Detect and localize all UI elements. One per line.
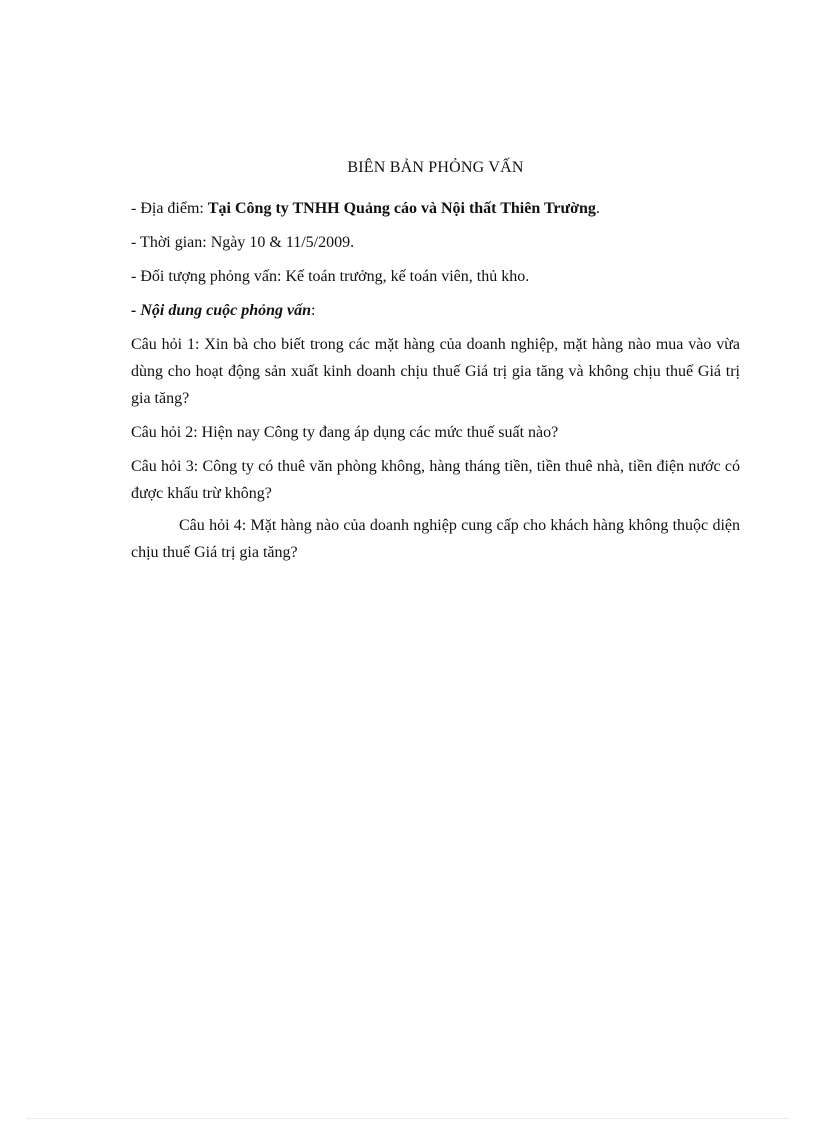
content-heading-suffix: : (311, 302, 316, 319)
question-4: Câu hỏi 4: Mặt hàng nào của doanh nghiệp cung cấp cho khách hàng không thuộc diện chịu thuế Giá trị gia tăng? (131, 517, 740, 561)
time-line: - Thời gian: Ngày 10 & 11/5/2009. (131, 234, 355, 251)
question-3: Câu hỏi 3: Công ty có thuê văn phòng không, hàng tháng tiền, tiền thuê nhà, tiền điện nước có được khấu trừ không? (131, 458, 740, 502)
document-title: BIÊN BẢN PHỎNG VẤN (347, 159, 524, 176)
location-label: - Địa điểm: (131, 200, 208, 217)
question-1: Câu hỏi 1: Xin bà cho biết trong các mặt hàng của doanh nghiệp, mặt hàng nào mua vào vừa dùng cho hoạt động sản xuất kinh doanh chịu thuế Giá trị gia tăng và không chịu thuế Giá trị gia tăng? (131, 336, 740, 407)
content-heading-label: - Nội dung cuộc phỏng vấn (131, 302, 312, 319)
page-bottom-divider (27, 1118, 789, 1119)
location-value: Tại Công ty TNHH Quảng cáo và Nội thất Thiên Trường (207, 200, 596, 217)
question-2: Câu hỏi 2: Hiện nay Công ty đang áp dụng các mức thuế suất nào? (131, 424, 559, 441)
subjects-line: - Đối tượng phỏng vấn: Kế toán trưởng, kế toán viên, thủ kho. (131, 268, 530, 285)
document-content (131, 154, 740, 573)
content-heading-line (131, 297, 740, 324)
location-line (131, 195, 740, 222)
location-suffix: . (595, 200, 600, 217)
